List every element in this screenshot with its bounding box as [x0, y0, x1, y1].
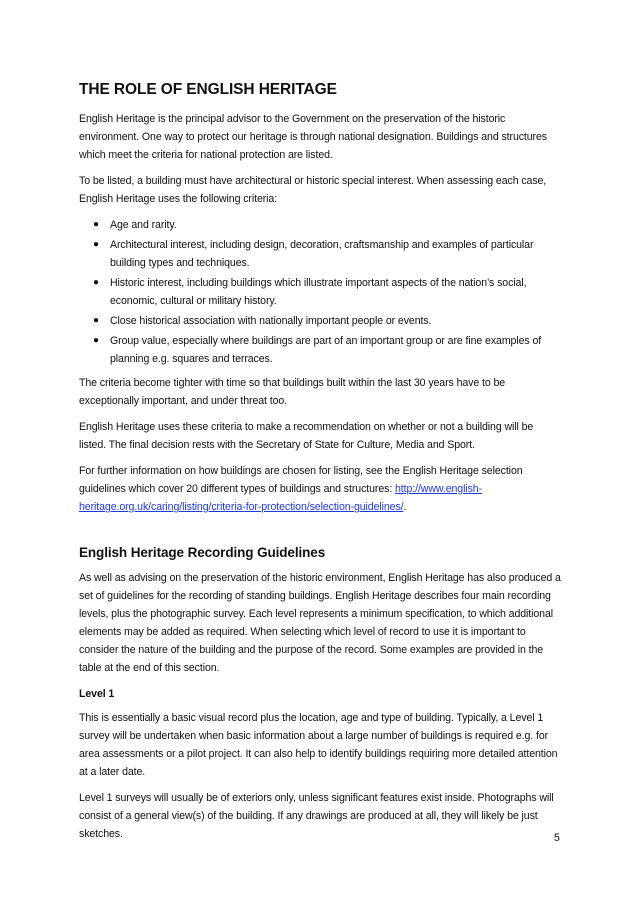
paragraph-principal-advisor: English Heritage is the principal advisor to the Government on the preservation of the historic environment. One way to protect our heritage is through national designation. Buildings and structures which meet the criteria for national protection are listed.	[79, 113, 547, 161]
list-item: ● Group value, especially where buildings are part of an important group or are fine examples of planning e.g. squares and terraces.	[79, 332, 561, 368]
section-title-recording-guidelines: English Heritage Recording Guidelines	[79, 545, 326, 560]
paragraph-recording-guidelines: As well as advising on the preservation of the historic environment, English Heritage has also produced a set of guidelines for the recording of standing buildings. English Heritage describes four main recording levels, plus the photographic survey. Each level represents a minimum specification, to which additional elements may be added as required. When selecting which level of record to use it is important to consider the nature of the building and the purpose of the record. Some examples are provided in the table at the end of this section.	[79, 572, 561, 674]
list-item: ● Architectural interest, including design, decoration, craftsmanship and examples of particular building types and techniques.	[79, 236, 561, 272]
paragraph-listing-criteria-intro: To be listed, a building must have architectural or historic special interest. When assessing each case, English Heritage uses the following criteria:	[79, 175, 547, 205]
bullet-icon: ●	[93, 239, 99, 250]
list-item: ● Historic interest, including buildings which illustrate important aspects of the nation’s social, economic, cultural or military history.	[79, 274, 561, 310]
page-number: 5	[554, 832, 560, 844]
subheading-level-1: Level 1	[79, 688, 115, 700]
bullet-icon: ●	[93, 335, 99, 346]
document-page	[79, 80, 561, 851]
paragraph-further-information: For further information on how buildings are chosen for listing, see the English Heritage selection guidelines which cover 20 different types of buildings and structures: http://www.english-heritage.org.uk/caring/listing/criteria-for-protection/selection-guidelines/.	[79, 465, 523, 513]
list-item: ● Age and rarity.	[79, 216, 561, 234]
criteria-list	[79, 216, 561, 368]
paragraph-criteria-tighter: The criteria become tighter with time so that buildings built within the last 30 years have to be exceptionally important, and under threat too.	[79, 377, 506, 407]
bullet-icon: ●	[93, 219, 99, 230]
bullet-icon: ●	[93, 315, 99, 326]
list-item: ● Close historical association with nationally important people or events.	[79, 312, 561, 330]
bullet-icon: ●	[93, 277, 99, 288]
selection-guidelines-link[interactable]: http://www.english-heritage.org.uk/caring/listing/criteria-for-protection/selection-guidelines/	[79, 483, 483, 513]
paragraph-level-1-exteriors: Level 1 surveys will usually be of exteriors only, unless significant features exist inside. Photographs will consist of a general view(s) of the building. If any drawings are produced at all, they will likely be just sketches.	[79, 792, 554, 840]
section-spacer	[79, 524, 561, 544]
section-title-role-of-english-heritage: THE ROLE OF ENGLISH HERITAGE	[79, 81, 337, 98]
paragraph-level-1-description: This is essentially a basic visual record plus the location, age and type of building. Typically, a Level 1 survey will be undertaken when basic information about a large number of buildings is required e.g. for area assessments or a pilot project. It can also help to identify buildings requiring more detailed attention at a later date.	[79, 712, 558, 778]
paragraph-recommendation: English Heritage uses these criteria to make a recommendation on whether or not a building will be listed. The final decision rests with the Secretary of State for Culture, Media and Sport.	[79, 421, 534, 451]
